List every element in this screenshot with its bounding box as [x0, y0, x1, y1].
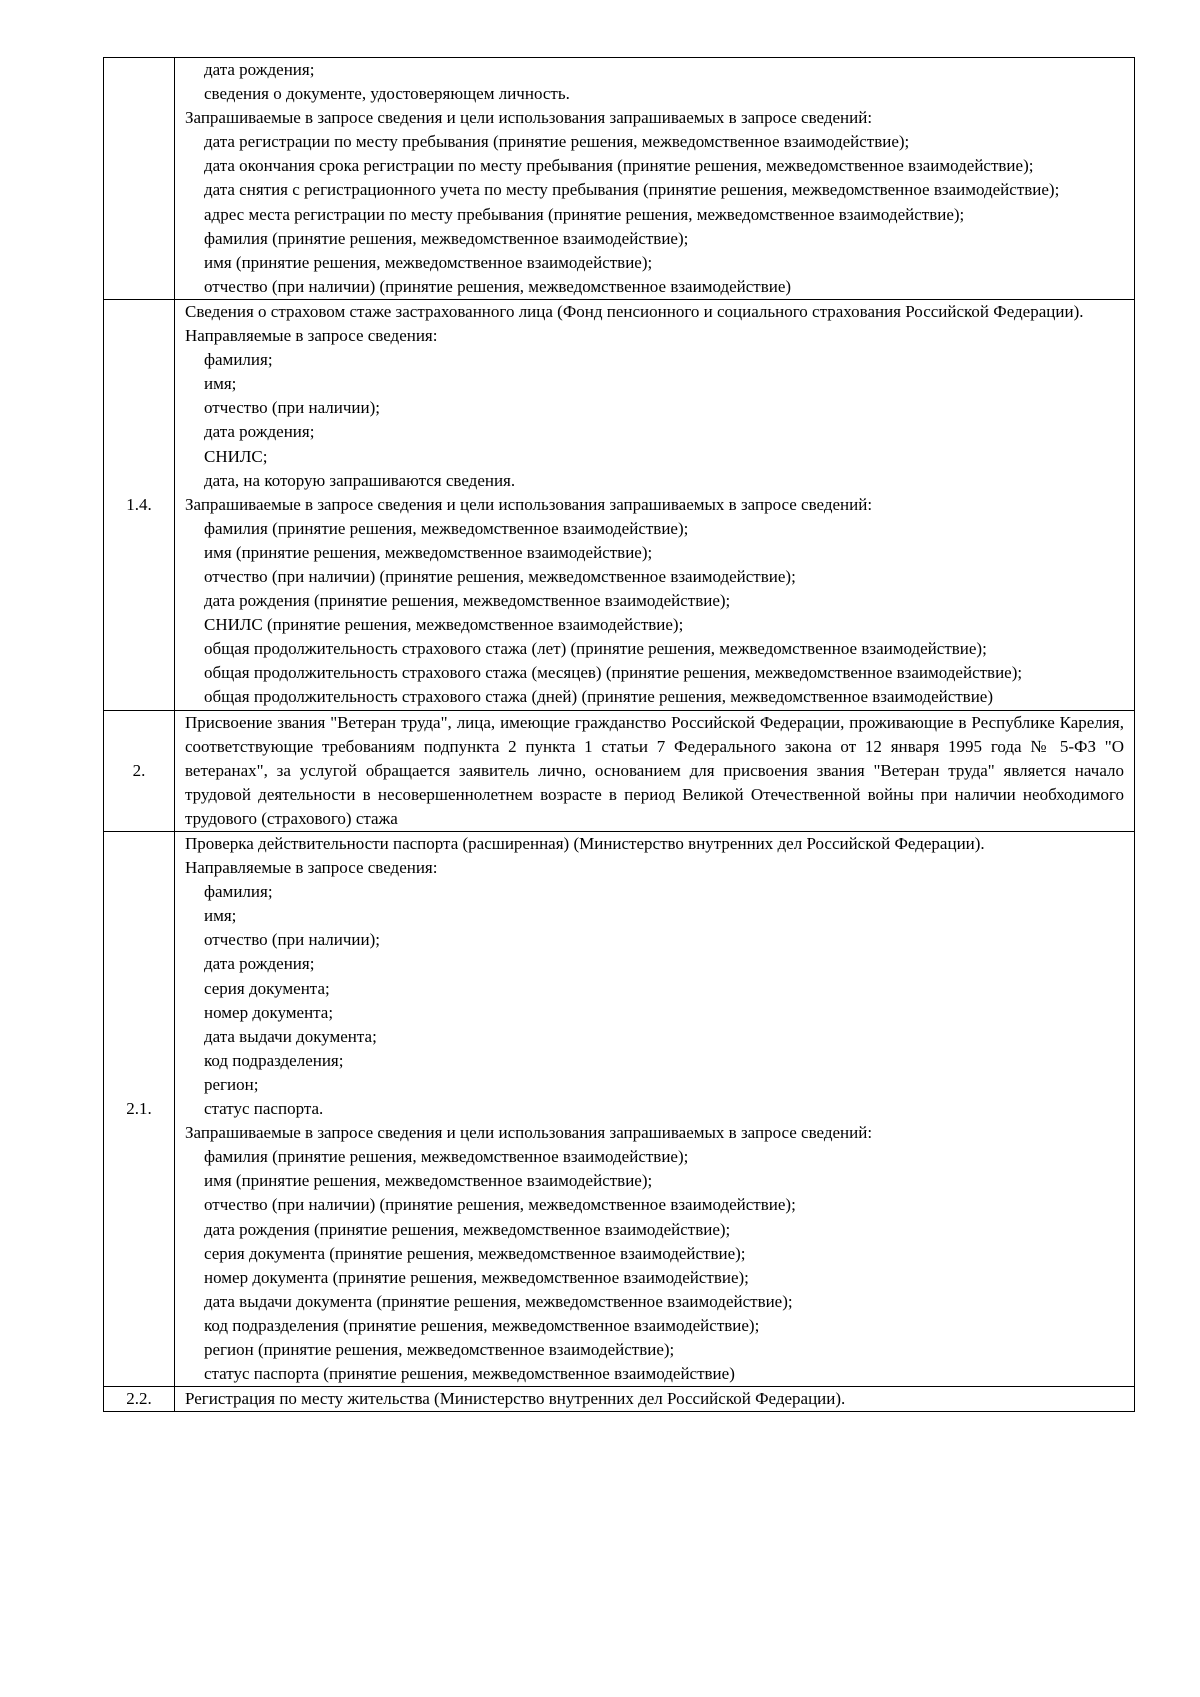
row-text-line: адрес места регистрации по месту пребывания (принятие решения, межведомственное взаимодействие); — [204, 204, 965, 224]
row-text-line: сведения о документе, удостоверяющем личность. — [204, 84, 570, 104]
row-text-line: регион (принятие решения, межведомственное взаимодействие); — [204, 1339, 675, 1359]
row-number — [104, 58, 175, 300]
row-content — [175, 58, 1135, 300]
row-text-line: дата рождения; — [204, 422, 315, 442]
row-text-line: дата выдачи документа (принятие решения, межведомственное взаимодействие); — [204, 1291, 793, 1311]
row-text-line: фамилия; — [204, 350, 273, 370]
row-number: 2.1. — [104, 832, 175, 1387]
row-text-line: СНИЛС; — [204, 446, 268, 466]
row-text-line: серия документа; — [204, 978, 330, 998]
table-row — [104, 710, 1135, 831]
row-text-line: дата, на которую запрашиваются сведения. — [204, 470, 516, 490]
row-content — [175, 1387, 1135, 1412]
requests-table-body — [104, 58, 1135, 1412]
row-text-line: серия документа (принятие решения, межведомственное взаимодействие); — [204, 1243, 746, 1263]
row-text-line: дата снятия с регистрационного учета по месту пребывания (принятие решения, межведомственное взаимодействие); — [204, 180, 1060, 200]
row-text-line: имя; — [204, 906, 237, 926]
row-text-line: статус паспорта (принятие решения, межведомственное взаимодействие) — [204, 1364, 735, 1384]
table-row — [104, 58, 1135, 300]
row-text-line: Запрашиваемые в запросе сведения и цели использования запрашиваемых в запросе сведений: — [185, 1123, 873, 1143]
row-text-line: статус паспорта. — [204, 1099, 324, 1119]
row-text-line: отчество (при наличии) (принятие решения, межведомственное взаимодействие); — [204, 1195, 796, 1215]
row-text-line: фамилия; — [204, 882, 273, 902]
document-page — [103, 57, 1135, 1412]
table-row — [104, 1387, 1135, 1412]
row-text-line: код подразделения; — [204, 1050, 344, 1070]
row-text-line: имя; — [204, 374, 237, 394]
row-text-line: Проверка действительности паспорта (расширенная) (Министерство внутренних дел Российской Федерации). — [185, 834, 985, 853]
row-content — [175, 299, 1135, 710]
row-text-line: Присвоение звания "Ветеран труда", лица, имеющие гражданство Российской Федерации, проживающие в Республике Карелия, соответствующие требованиям подпункта 2 пункта 1 статьи 7 Федерального закона от 12 января 1995 года № 5-ФЗ "О ветеранах", за услугой обращается заявитель лично, основанием для присвоения звания "Ветеран труда" является начало трудовой деятельности в несовершеннолетнем возрасте в период Великой Отечественной войны при наличии необходимого трудового (страхового) стажа — [185, 712, 1124, 828]
row-content — [175, 832, 1135, 1387]
requests-table — [103, 57, 1135, 1412]
row-text-line: СНИЛС (принятие решения, межведомственное взаимодействие); — [204, 615, 684, 635]
row-text-line: общая продолжительность страхового стажа (лет) (принятие решения, межведомственное взаимодействие); — [204, 639, 987, 659]
row-text-line: код подразделения (принятие решения, межведомственное взаимодействие); — [204, 1315, 760, 1335]
row-text-line: общая продолжительность страхового стажа (дней) (принятие решения, межведомственное взаимодействие) — [204, 687, 994, 707]
row-number: 2.2. — [104, 1387, 175, 1412]
table-row — [104, 299, 1135, 710]
row-text-line: Сведения о страховом стаже застрахованного лица (Фонд пенсионного и социального страхования Российской Федерации). — [185, 301, 1084, 321]
row-text-line: номер документа; — [204, 1002, 334, 1022]
row-text-line: отчество (при наличии) (принятие решения, межведомственное взаимодействие) — [204, 276, 792, 296]
row-text-line: дата регистрации по месту пребывания (принятие решения, межведомственное взаимодействие); — [204, 132, 910, 152]
row-text-line: дата выдачи документа; — [204, 1026, 377, 1046]
row-text-line: Направляемые в запросе сведения: — [185, 858, 438, 878]
row-number: 2. — [104, 710, 175, 831]
row-text-line: номер документа (принятие решения, межведомственное взаимодействие); — [204, 1267, 749, 1287]
row-text-line: регион; — [204, 1074, 259, 1094]
row-text-line: дата рождения (принятие решения, межведомственное взаимодействие); — [204, 591, 731, 611]
row-text-line: дата окончания срока регистрации по месту пребывания (принятие решения, межведомственное взаимодействие); — [204, 156, 1034, 176]
row-text-line: Запрашиваемые в запросе сведения и цели использования запрашиваемых в запросе сведений: — [185, 108, 873, 128]
table-row — [104, 832, 1135, 1387]
row-text-line: Направляемые в запросе сведения: — [185, 326, 438, 346]
row-text-line: общая продолжительность страхового стажа (месяцев) (принятие решения, межведомственное взаимодействие); — [204, 663, 1023, 683]
row-content — [175, 710, 1135, 831]
row-text-line: имя (принятие решения, межведомственное взаимодействие); — [204, 1171, 653, 1191]
row-text-line: фамилия (принятие решения, межведомственное взаимодействие); — [204, 228, 689, 248]
row-text-line: фамилия (принятие решения, межведомственное взаимодействие); — [204, 1147, 689, 1167]
row-text-line: имя (принятие решения, межведомственное взаимодействие); — [204, 252, 653, 272]
row-text-line: дата рождения (принятие решения, межведомственное взаимодействие); — [204, 1219, 731, 1239]
row-number: 1.4. — [104, 299, 175, 710]
row-text-line: отчество (при наличии); — [204, 930, 380, 950]
row-text-line: дата рождения; — [204, 60, 315, 79]
row-text-line: дата рождения; — [204, 954, 315, 974]
row-text-line: Запрашиваемые в запросе сведения и цели использования запрашиваемых в запросе сведений: — [185, 494, 873, 514]
row-text-line: отчество (при наличии); — [204, 398, 380, 418]
row-text-line: Регистрация по месту жительства (Министерство внутренних дел Российской Федерации). — [185, 1389, 846, 1409]
row-text-line: имя (принятие решения, межведомственное взаимодействие); — [204, 542, 653, 562]
row-text-line: отчество (при наличии) (принятие решения, межведомственное взаимодействие); — [204, 566, 796, 586]
row-text-line: фамилия (принятие решения, межведомственное взаимодействие); — [204, 518, 689, 538]
